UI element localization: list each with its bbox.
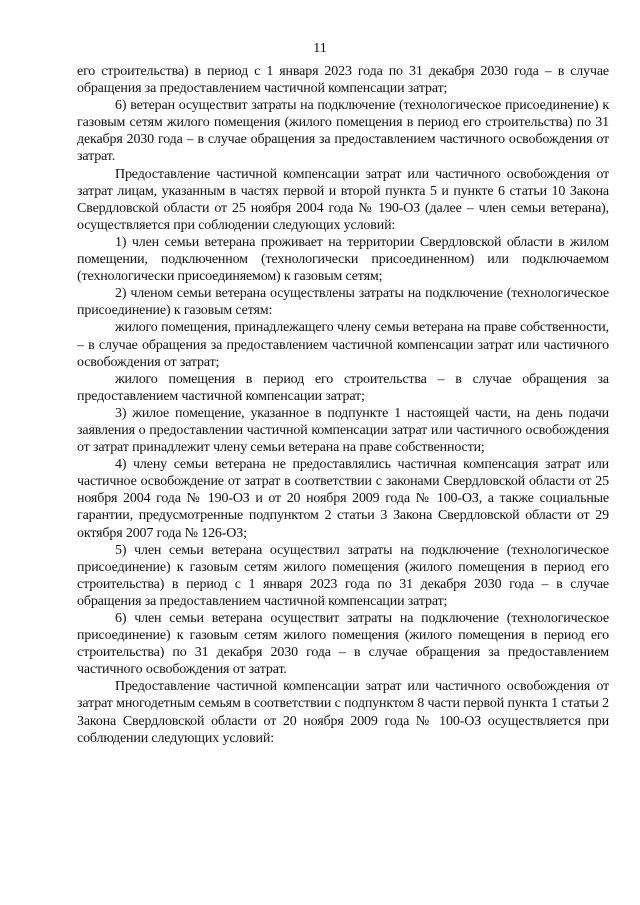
paragraph: 2) членом семьи ветерана осуществлены затраты на подключение (технологическое присоединение) к газовым сетям: <box>77 286 609 319</box>
paragraph: 5) член семьи ветерана осуществил затраты на подключение (технологическое присоединение) к газовым сетям жилого помещения (жилого помещения в период его строительства) в период с 1 января 2023 года по 31 декабря 2030 года – в случае обращения за предоставлением частичной компенсации затрат; <box>77 542 609 609</box>
paragraph: Предоставление частичной компенсации затрат или частичного освобождения от затрат лицам, указанным в частях первой и второй пункта 5 и пункте 6 статьи 10 Закона Свердловской области от 25 ноября 2004 года № 190-ОЗ (далее – член семьи ветерана), осуществляется при соблюдении следующих условий: <box>77 166 609 233</box>
paragraph: жилого помещения, принадлежащего члену семьи ветерана на праве собственности, – в случае обращения за предоставлением частичной компенсации затрат или частичного освобождения от затрат; <box>77 320 609 370</box>
paragraph: 6) член семьи ветерана осуществит затраты на подключение (технологическое присоединение) к газовым сетям жилого помещения (жилого помещения в период его строительства) по 31 декабря 2030 года – в случае обращения за предоставлением частичного освобождения от затрат. <box>77 611 609 678</box>
paragraph: его строительства) в период с 1 января 2023 года по 31 декабря 2030 года – в случае обращения за предоставлением частичной компенсации затрат; <box>77 64 609 97</box>
paragraph: жилого помещения в период его строительства – в случае обращения за предоставлением частичной компенсации затрат; <box>77 371 609 404</box>
page-number: 11 <box>313 41 327 56</box>
paragraph: 3) жилое помещение, указанное в подпункте 1 настоящей части, на день подачи заявления о предоставлении частичной компенсации затрат или частичного освобождения от затрат принадлежит члену семьи ветерана на праве собственности; <box>77 405 609 456</box>
paragraph: 4) члену семьи ветерана не предоставлялись частичная компенсация затрат или частичное освобождение от затрат в соответствии с законами Свердловской области от 25 ноября 2004 года № 190-ОЗ и от 20 ноября 2009 года № 100-ОЗ, а также социальные гарантии, предусмотренные подпунктом 2 статьи 3 Закона Свердловской области от 29 октября 2007 года № 126-ОЗ; <box>77 457 609 541</box>
document-body <box>77 63 609 747</box>
paragraph: Предоставление частичной компенсации затрат или частичного освобождения от затрат многодетным семьям в соответствии с подпунктом 8 части первой пункта 1 статьи 2 Закона Свердловской области от 20 ноября 2009 года № 100-ОЗ осуществляется при соблюдении следующих условий: <box>77 679 609 746</box>
paragraph: 6) ветеран осуществит затраты на подключение (технологическое присоединение) к газовым сетям жилого помещения (жилого помещения в период его строительства) по 31 декабря 2030 года – в случае обращения за предоставлением частичного освобождения от затрат. <box>77 98 609 165</box>
paragraph: 1) член семьи ветерана проживает на территории Свердловской области в жилом помещении, подключенном (технологически присоединенном) или подключаемом (технологически присоединяемом) к газовым сетям; <box>77 234 609 285</box>
